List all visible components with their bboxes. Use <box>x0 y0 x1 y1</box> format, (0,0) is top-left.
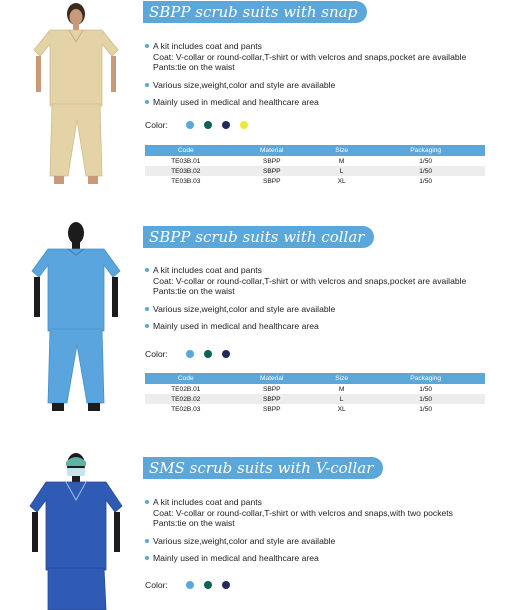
table-cell: SBPP <box>227 394 317 404</box>
feature-item <box>145 80 517 91</box>
column-header: Code <box>145 373 227 384</box>
feature-list <box>145 41 517 115</box>
feature-text: A kit includes coat and pants <box>153 41 262 51</box>
feature-text: Coat: V-collar or round-collar,T-shirt or with velcros and snaps,with two pockets <box>153 507 453 518</box>
color-swatch-light-blue <box>186 350 194 358</box>
feature-item <box>145 497 517 529</box>
color-options <box>145 580 230 590</box>
table-cell: TE03B.02 <box>145 166 227 176</box>
color-swatch-navy <box>222 121 230 129</box>
column-header: Size <box>317 373 366 384</box>
spec-table <box>145 145 485 186</box>
column-header: Packaging <box>366 145 485 156</box>
feature-item <box>145 321 517 332</box>
feature-item <box>145 536 517 547</box>
table-row <box>145 394 485 404</box>
feature-item <box>145 265 517 297</box>
table-cell: SBPP <box>262 157 281 165</box>
column-header: Code <box>145 145 227 156</box>
table-cell: XL <box>337 177 346 185</box>
feature-text: Coat: V-collar or round-collar,T-shirt or with velcros and snaps,pocket are available <box>153 51 467 62</box>
feature-text: Various size,weight,color and style are available <box>153 79 336 90</box>
color-swatch-navy <box>222 581 230 589</box>
feature-item <box>145 41 517 73</box>
feature-list <box>145 265 517 339</box>
color-label: Color: <box>145 580 168 590</box>
product-title: SMS scrub suits with V-collar <box>143 457 383 479</box>
table-cell: TE02B.01 <box>171 385 201 393</box>
feature-list <box>145 497 517 571</box>
spec-table <box>145 373 485 414</box>
table-cell: 1/50 <box>419 157 433 165</box>
color-options <box>145 120 248 130</box>
table-cell: 1/50 <box>419 385 433 393</box>
product-section-collar <box>0 215 518 415</box>
table-cell: TE03B.03 <box>171 177 201 185</box>
table-cell: TE03B.01 <box>171 157 201 165</box>
table-cell: 1/50 <box>366 166 485 176</box>
product-photo-v-collar-suit <box>20 450 132 610</box>
table-cell: SBPP <box>262 177 281 185</box>
column-header: Packaging <box>366 373 485 384</box>
table-cell: 1/50 <box>366 394 485 404</box>
feature-item <box>145 97 517 108</box>
color-label: Color: <box>145 349 168 359</box>
feature-text: Various size,weight,color and style are available <box>153 303 336 314</box>
color-label: Color: <box>145 120 168 130</box>
feature-text: Coat: V-collar or round-collar,T-shirt or with velcros and snaps,pocket are available <box>153 275 467 286</box>
table-cell: TE02B.03 <box>171 405 201 413</box>
table-cell: SBPP <box>262 405 281 413</box>
table-row <box>145 404 485 414</box>
feature-item <box>145 553 517 564</box>
table-cell: L <box>317 394 366 404</box>
feature-text: Mainly used in medical and healthcare area <box>153 97 319 108</box>
table-cell: M <box>338 385 345 393</box>
table-header-row <box>145 145 485 156</box>
feature-text: A kit includes coat and pants <box>153 497 262 507</box>
product-photo-collar-suit <box>20 219 132 415</box>
table-cell: TE02B.02 <box>145 394 227 404</box>
product-section-snap <box>0 0 518 200</box>
feature-text: Various size,weight,color and style are available <box>153 535 336 546</box>
table-cell: SBPP <box>262 385 281 393</box>
table-cell: SBPP <box>227 166 317 176</box>
feature-text: Mainly used in medical and healthcare area <box>153 321 319 332</box>
feature-text: A kit includes coat and pants <box>153 265 262 275</box>
feature-item <box>145 304 517 315</box>
feature-text: Pants:tie on the waist <box>153 62 235 73</box>
table-cell: 1/50 <box>419 177 433 185</box>
table-row <box>145 166 485 176</box>
color-swatch-green <box>204 121 212 129</box>
table-row <box>145 176 485 186</box>
product-title: SBPP scrub suits with snap <box>143 1 367 23</box>
color-swatch-yellow <box>240 121 248 129</box>
table-row <box>145 156 485 166</box>
product-section-v-collar <box>0 445 518 607</box>
table-row <box>145 384 485 394</box>
product-title: SBPP scrub suits with collar <box>143 226 374 248</box>
color-swatch-light-blue <box>186 581 194 589</box>
table-cell: 1/50 <box>419 405 433 413</box>
feature-text: Pants:tie on the waist <box>153 286 235 297</box>
feature-text: Pants:tie on the waist <box>153 518 235 529</box>
color-swatch-green <box>204 350 212 358</box>
feature-text: Mainly used in medical and healthcare area <box>153 553 319 564</box>
table-cell: L <box>317 166 366 176</box>
column-header: Material <box>227 373 317 384</box>
column-header: Size <box>317 145 366 156</box>
column-header: Material <box>227 145 317 156</box>
table-header-row <box>145 373 485 384</box>
table-cell: XL <box>337 405 346 413</box>
color-options <box>145 349 230 359</box>
color-swatch-green <box>204 581 212 589</box>
color-swatch-light-blue <box>186 121 194 129</box>
product-photo-snap-suit <box>20 2 132 186</box>
table-cell: M <box>338 157 345 165</box>
color-swatch-navy <box>222 350 230 358</box>
